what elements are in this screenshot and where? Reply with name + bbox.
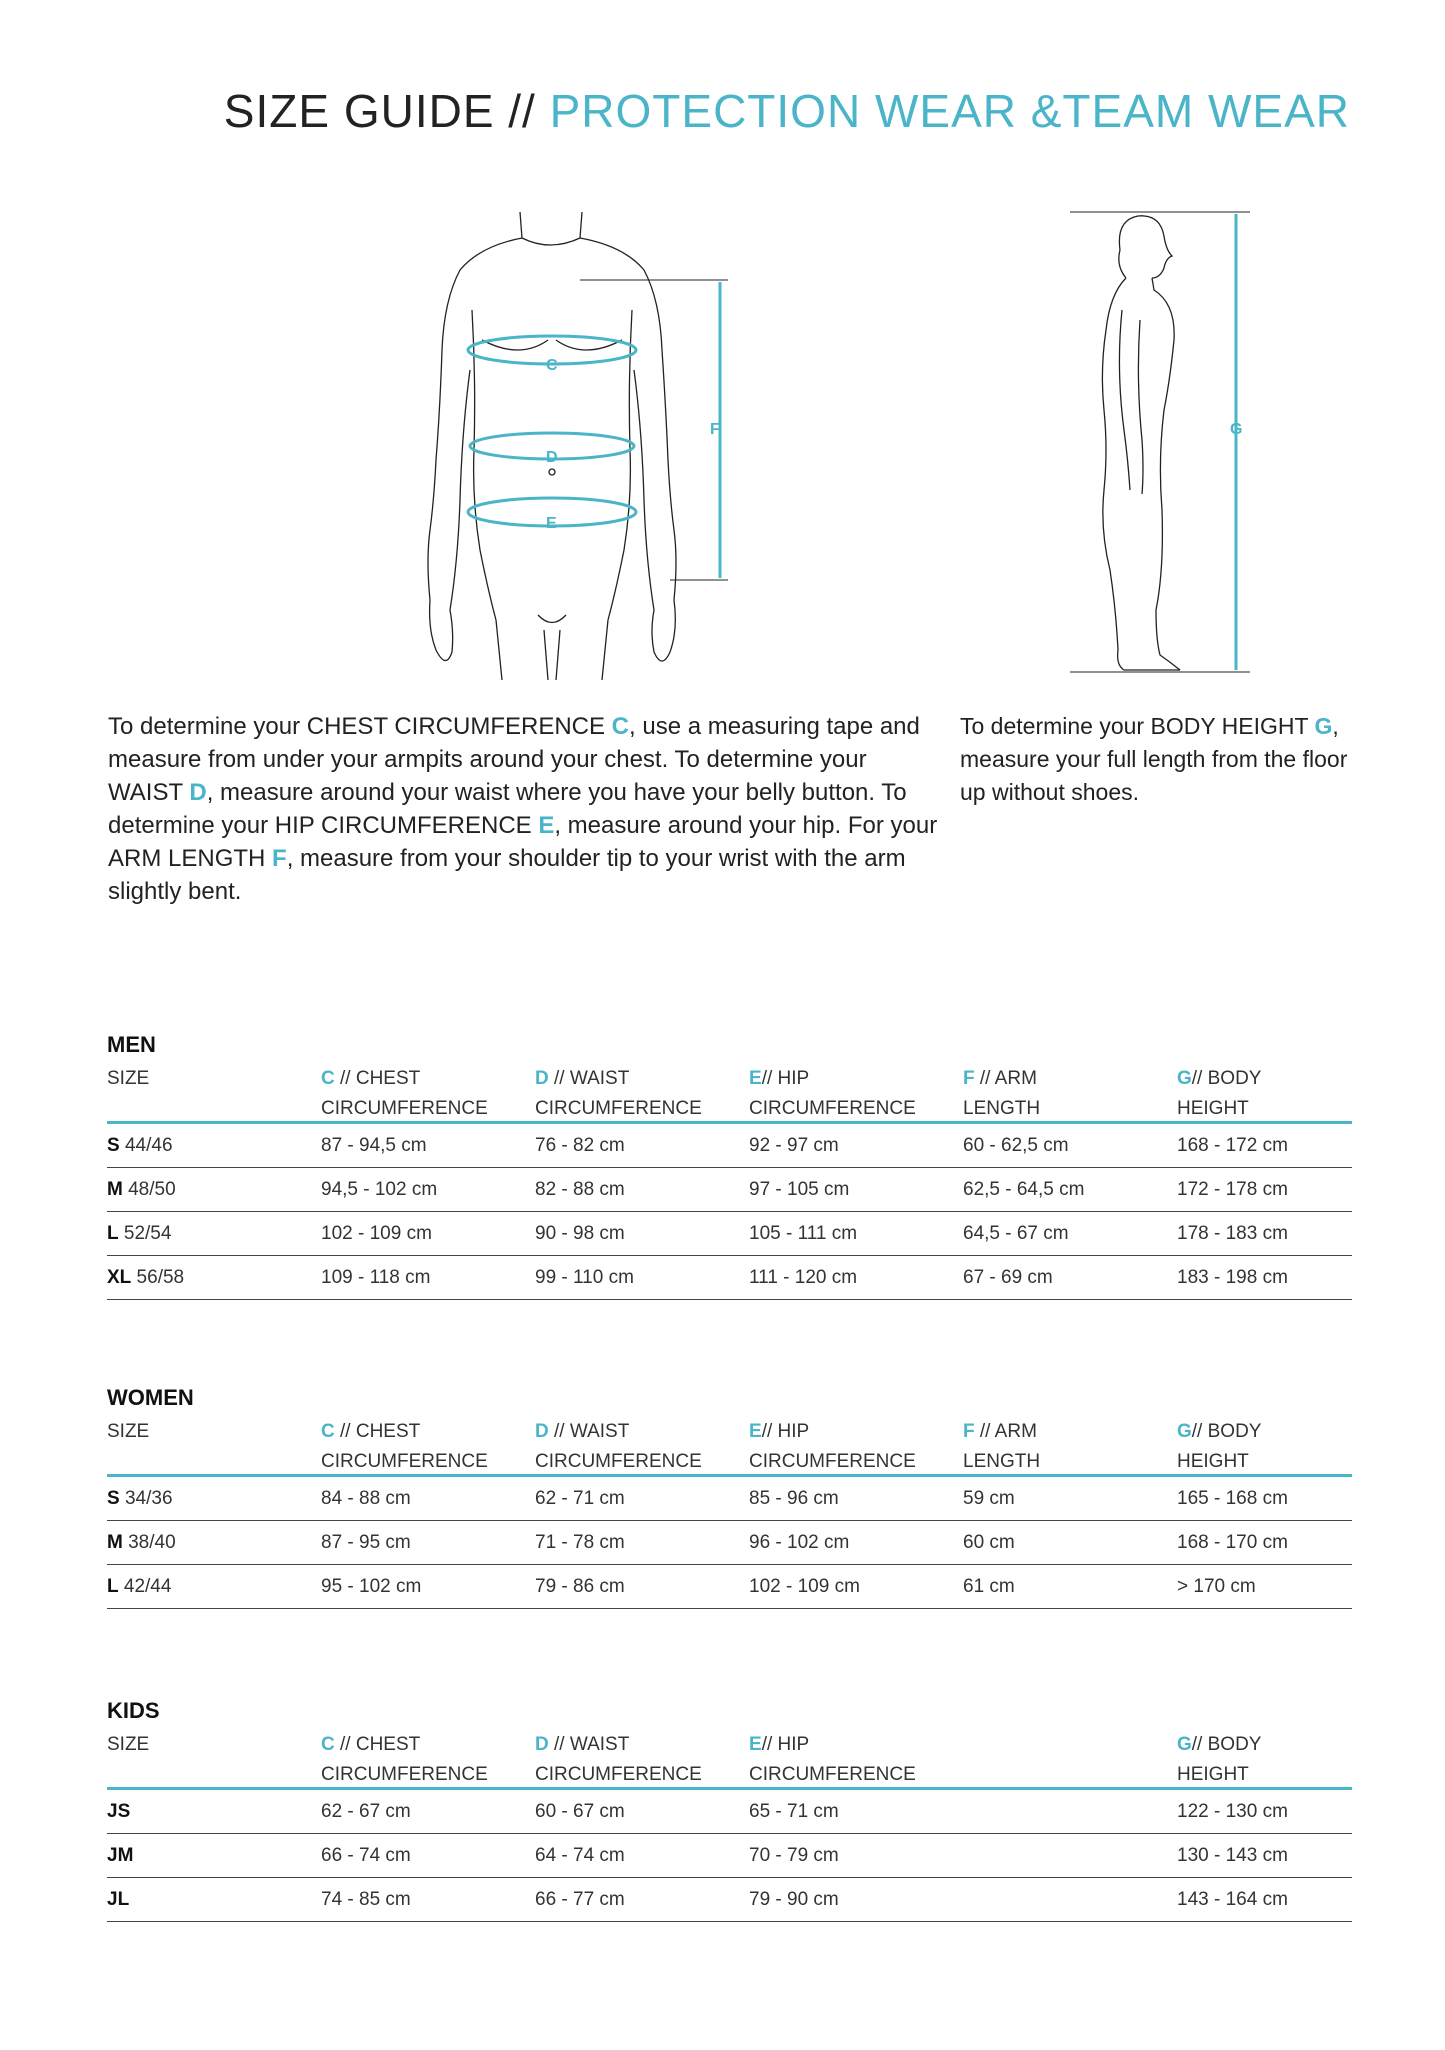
instr-side-text-2: , measure your full length from the floor up without shoes. <box>960 713 1348 805</box>
height-label: G <box>1230 421 1243 438</box>
front-body-figure <box>420 200 780 680</box>
waist-label: D <box>546 449 558 466</box>
arm-label: F <box>710 421 720 438</box>
header-chest: C // CHEST CIRCUMFERENCE <box>321 1068 488 1119</box>
page-title-product: PROTECTION WEAR &TEAM WEAR <box>549 85 1350 137</box>
front-measure-instructions <box>108 710 938 908</box>
kids-table-header <box>107 1728 1352 1790</box>
header-height: G// BODY HEIGHT <box>1177 1068 1262 1119</box>
table-row: L 42/44 95 - 102 cm 79 - 86 cm 102 - 109 cm 61 cm > 170 cm <box>107 1565 1352 1609</box>
header-height: G// BODY HEIGHT <box>1177 1734 1262 1785</box>
table-row: M 48/50 94,5 - 102 cm 82 - 88 cm 97 - 105 cm 62,5 - 64,5 cm 172 - 178 cm <box>107 1168 1352 1212</box>
kids-section-title: KIDS <box>107 1698 160 1723</box>
instr-text-5: , measure from your shoulder tip to your wrist with the arm slightly bent. <box>108 845 906 905</box>
table-row: S 44/46 87 - 94,5 cm 76 - 82 cm 92 - 97 cm 60 - 62,5 cm 168 - 172 cm <box>107 1124 1352 1168</box>
men-table-header <box>107 1062 1352 1124</box>
header-hip: E// HIP CIRCUMFERENCE <box>749 1068 916 1119</box>
header-arm-empty <box>963 1728 1177 1787</box>
header-size: SIZE <box>107 1421 150 1442</box>
table-row: JS 62 - 67 cm 60 - 67 cm 65 - 71 cm 122 - 130 cm <box>107 1790 1352 1834</box>
header-hip: E// HIP CIRCUMFERENCE <box>749 1421 916 1472</box>
instr-text-2: , use a measuring tape and measure from under your armpits around your chest. To determine your WAIST <box>108 713 920 806</box>
header-size: SIZE <box>107 1068 150 1089</box>
instr-text-4: , measure around your hip. For your ARM LENGTH <box>108 812 938 872</box>
chest-label: C <box>546 357 558 374</box>
header-waist: D // WAIST CIRCUMFERENCE <box>535 1421 702 1472</box>
table-row: JM 66 - 74 cm 64 - 74 cm 70 - 79 cm 130 - 143 cm <box>107 1834 1352 1878</box>
instr-letter-d: D <box>189 779 207 806</box>
table-row: M 38/40 87 - 95 cm 71 - 78 cm 96 - 102 cm 60 cm 168 - 170 cm <box>107 1521 1352 1565</box>
header-waist: D // WAIST CIRCUMFERENCE <box>535 1068 702 1119</box>
table-row: S 34/36 84 - 88 cm 62 - 71 cm 85 - 96 cm 59 cm 165 - 168 cm <box>107 1477 1352 1521</box>
page-title-main: SIZE GUIDE // <box>223 85 550 137</box>
header-chest: C // CHEST CIRCUMFERENCE <box>321 1421 488 1472</box>
height-measure-instructions <box>960 710 1360 809</box>
header-height: G// BODY HEIGHT <box>1177 1421 1262 1472</box>
instr-letter-f: F <box>272 845 287 872</box>
page-title <box>224 84 1350 138</box>
instr-text-1: To determine your CHEST CIRCUMFERENCE <box>108 713 612 740</box>
instr-text-3: , measure around your waist where you have your belly button. To determine your HIP CIRCUMFERENCE <box>108 779 907 839</box>
instr-letter-g: G <box>1314 713 1333 739</box>
men-section-title: MEN <box>107 1032 156 1057</box>
side-body-figure <box>1060 210 1270 680</box>
kids-size-table <box>107 1696 1352 1922</box>
header-arm: F // ARM LENGTH <box>963 1068 1041 1119</box>
men-size-table <box>107 1030 1352 1300</box>
header-arm: F // ARM LENGTH <box>963 1421 1041 1472</box>
table-row: XL 56/58 109 - 118 cm 99 - 110 cm 111 - 120 cm 67 - 69 cm 183 - 198 cm <box>107 1256 1352 1300</box>
header-hip: E// HIP CIRCUMFERENCE <box>749 1734 916 1785</box>
header-size: SIZE <box>107 1734 150 1755</box>
women-size-table <box>107 1383 1352 1609</box>
women-section-title: WOMEN <box>107 1385 194 1410</box>
table-row: L 52/54 102 - 109 cm 90 - 98 cm 105 - 111 cm 64,5 - 67 cm 178 - 183 cm <box>107 1212 1352 1256</box>
women-table-header <box>107 1415 1352 1477</box>
instr-letter-c: C <box>611 713 630 740</box>
header-chest: C // CHEST CIRCUMFERENCE <box>321 1734 488 1785</box>
header-waist: D // WAIST CIRCUMFERENCE <box>535 1734 702 1785</box>
instr-side-text-1: To determine your BODY HEIGHT <box>960 713 1315 739</box>
hip-label: E <box>546 515 557 532</box>
table-row: JL 74 - 85 cm 66 - 77 cm 79 - 90 cm 143 - 164 cm <box>107 1878 1352 1922</box>
instr-letter-e: E <box>538 812 555 839</box>
